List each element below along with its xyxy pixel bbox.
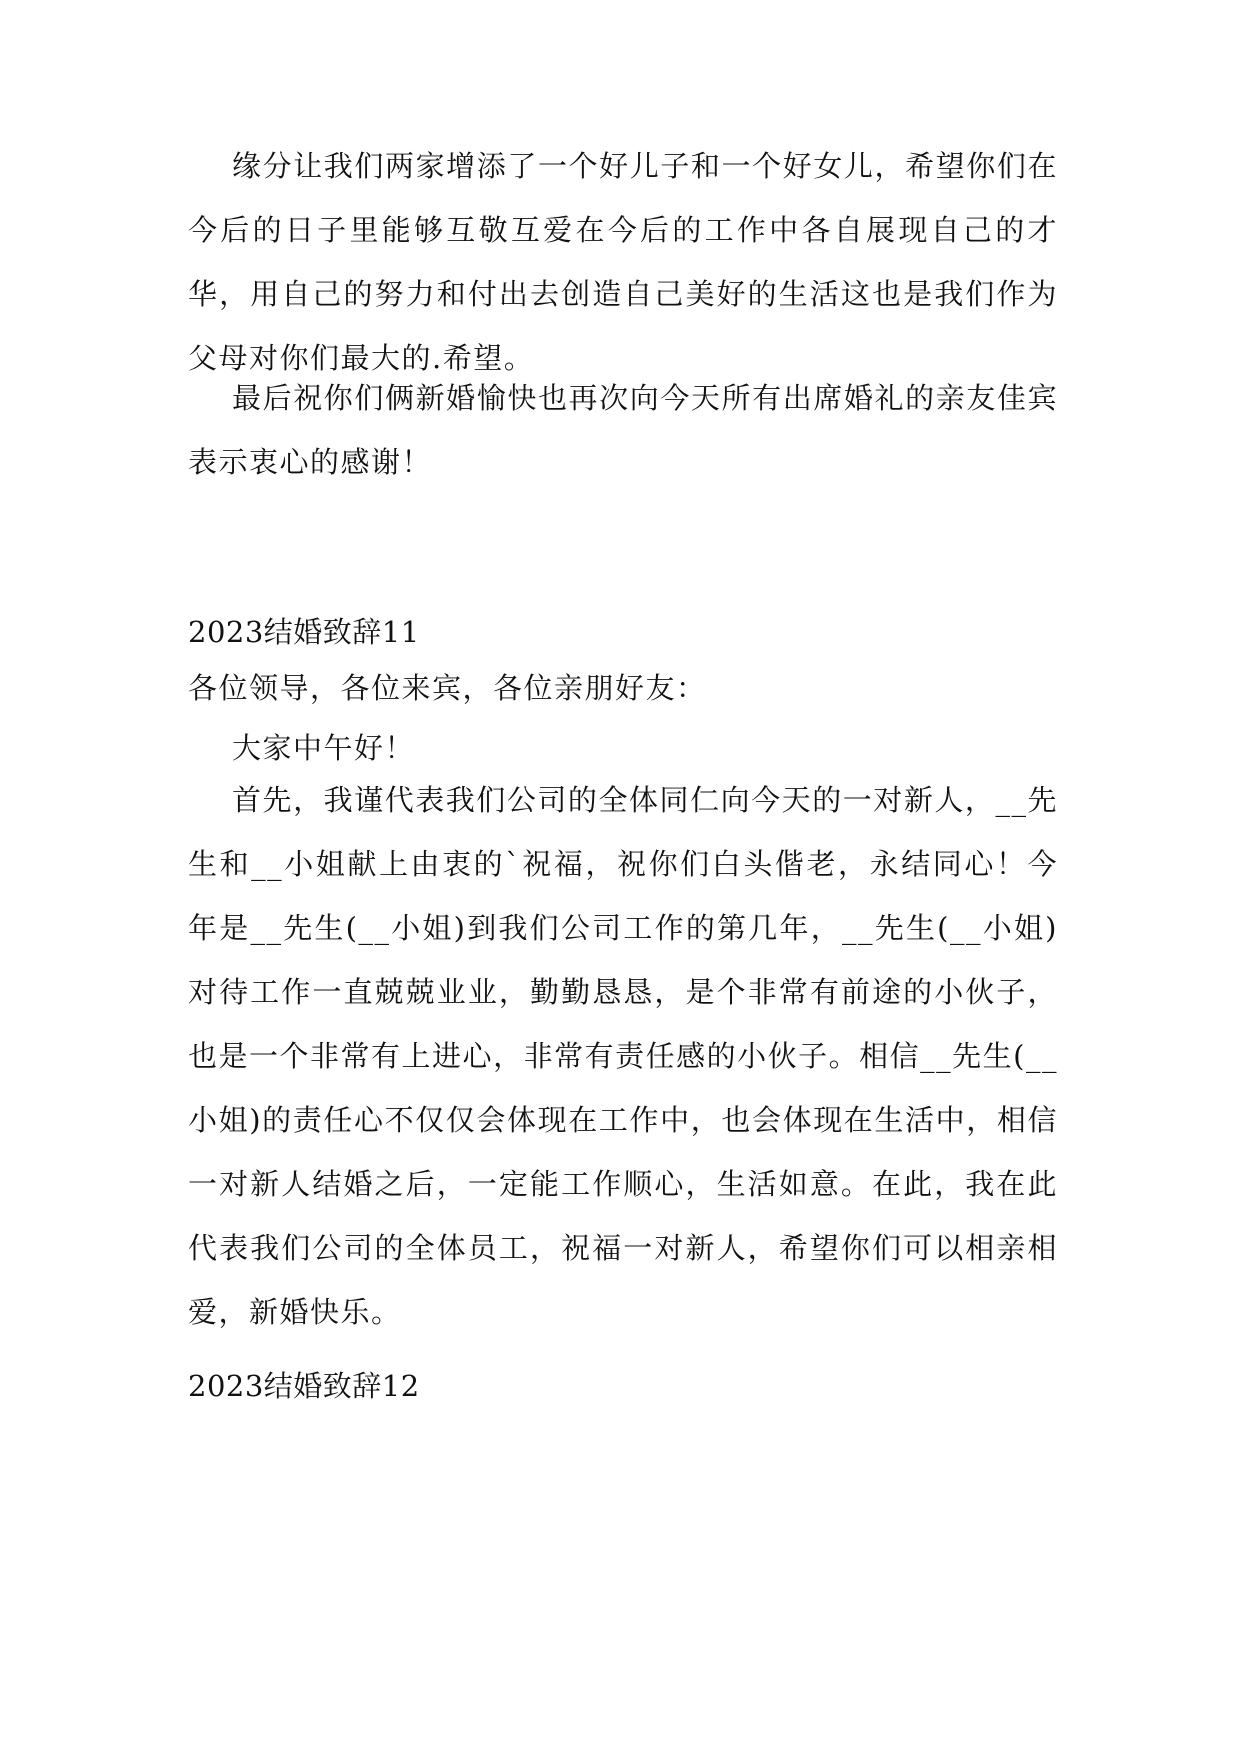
section-heading-11: 2023结婚致辞11 (188, 615, 420, 649)
section-heading-12: 2023结婚致辞12 (188, 1369, 420, 1403)
paragraph-wishes: 缘分让我们两家增添了一个好儿子和一个好女儿，希望你们在今后的日子里能够互敬互爱在今后的工作中各自展现自己的才华，用自己的努力和付出去创造自己美好的生活这也是我们作为父母对你们最大的.希望。 (188, 149, 1058, 375)
paragraph-company-blessing: 首先，我谨代表我们公司的全体同仁向今天的一对新人，__先生和__小姐献上由衷的`祝福，祝你们白头偕老，永结同心！今年是__先生(__小姐)到我们公司工作的第几年，__先生(__小姐)对待工作一直兢兢业业，勤勤恳恳，是个非常有前途的小伙子，也是一个非常有上进心，非常有责任感的小伙子。相信__先生(__小姐)的责任心不仅仅会体现在工作中，也会体现在生活中，相信一对新人结婚之后，一定能工作顺心，生活如意。在此，我在此代表我们公司的全体员工，祝福一对新人，希望你们可以相亲相爱，新婚快乐。 (188, 783, 1058, 1329)
salutation-line: 各位领导，各位来宾，各位亲朋好友： (188, 671, 707, 705)
greeting-line: 大家中午好！ (232, 731, 416, 765)
paragraph-thanks: 最后祝你们俩新婚愉快也再次向今天所有出席婚礼的亲友佳宾表示衷心的感谢！ (188, 381, 1058, 479)
